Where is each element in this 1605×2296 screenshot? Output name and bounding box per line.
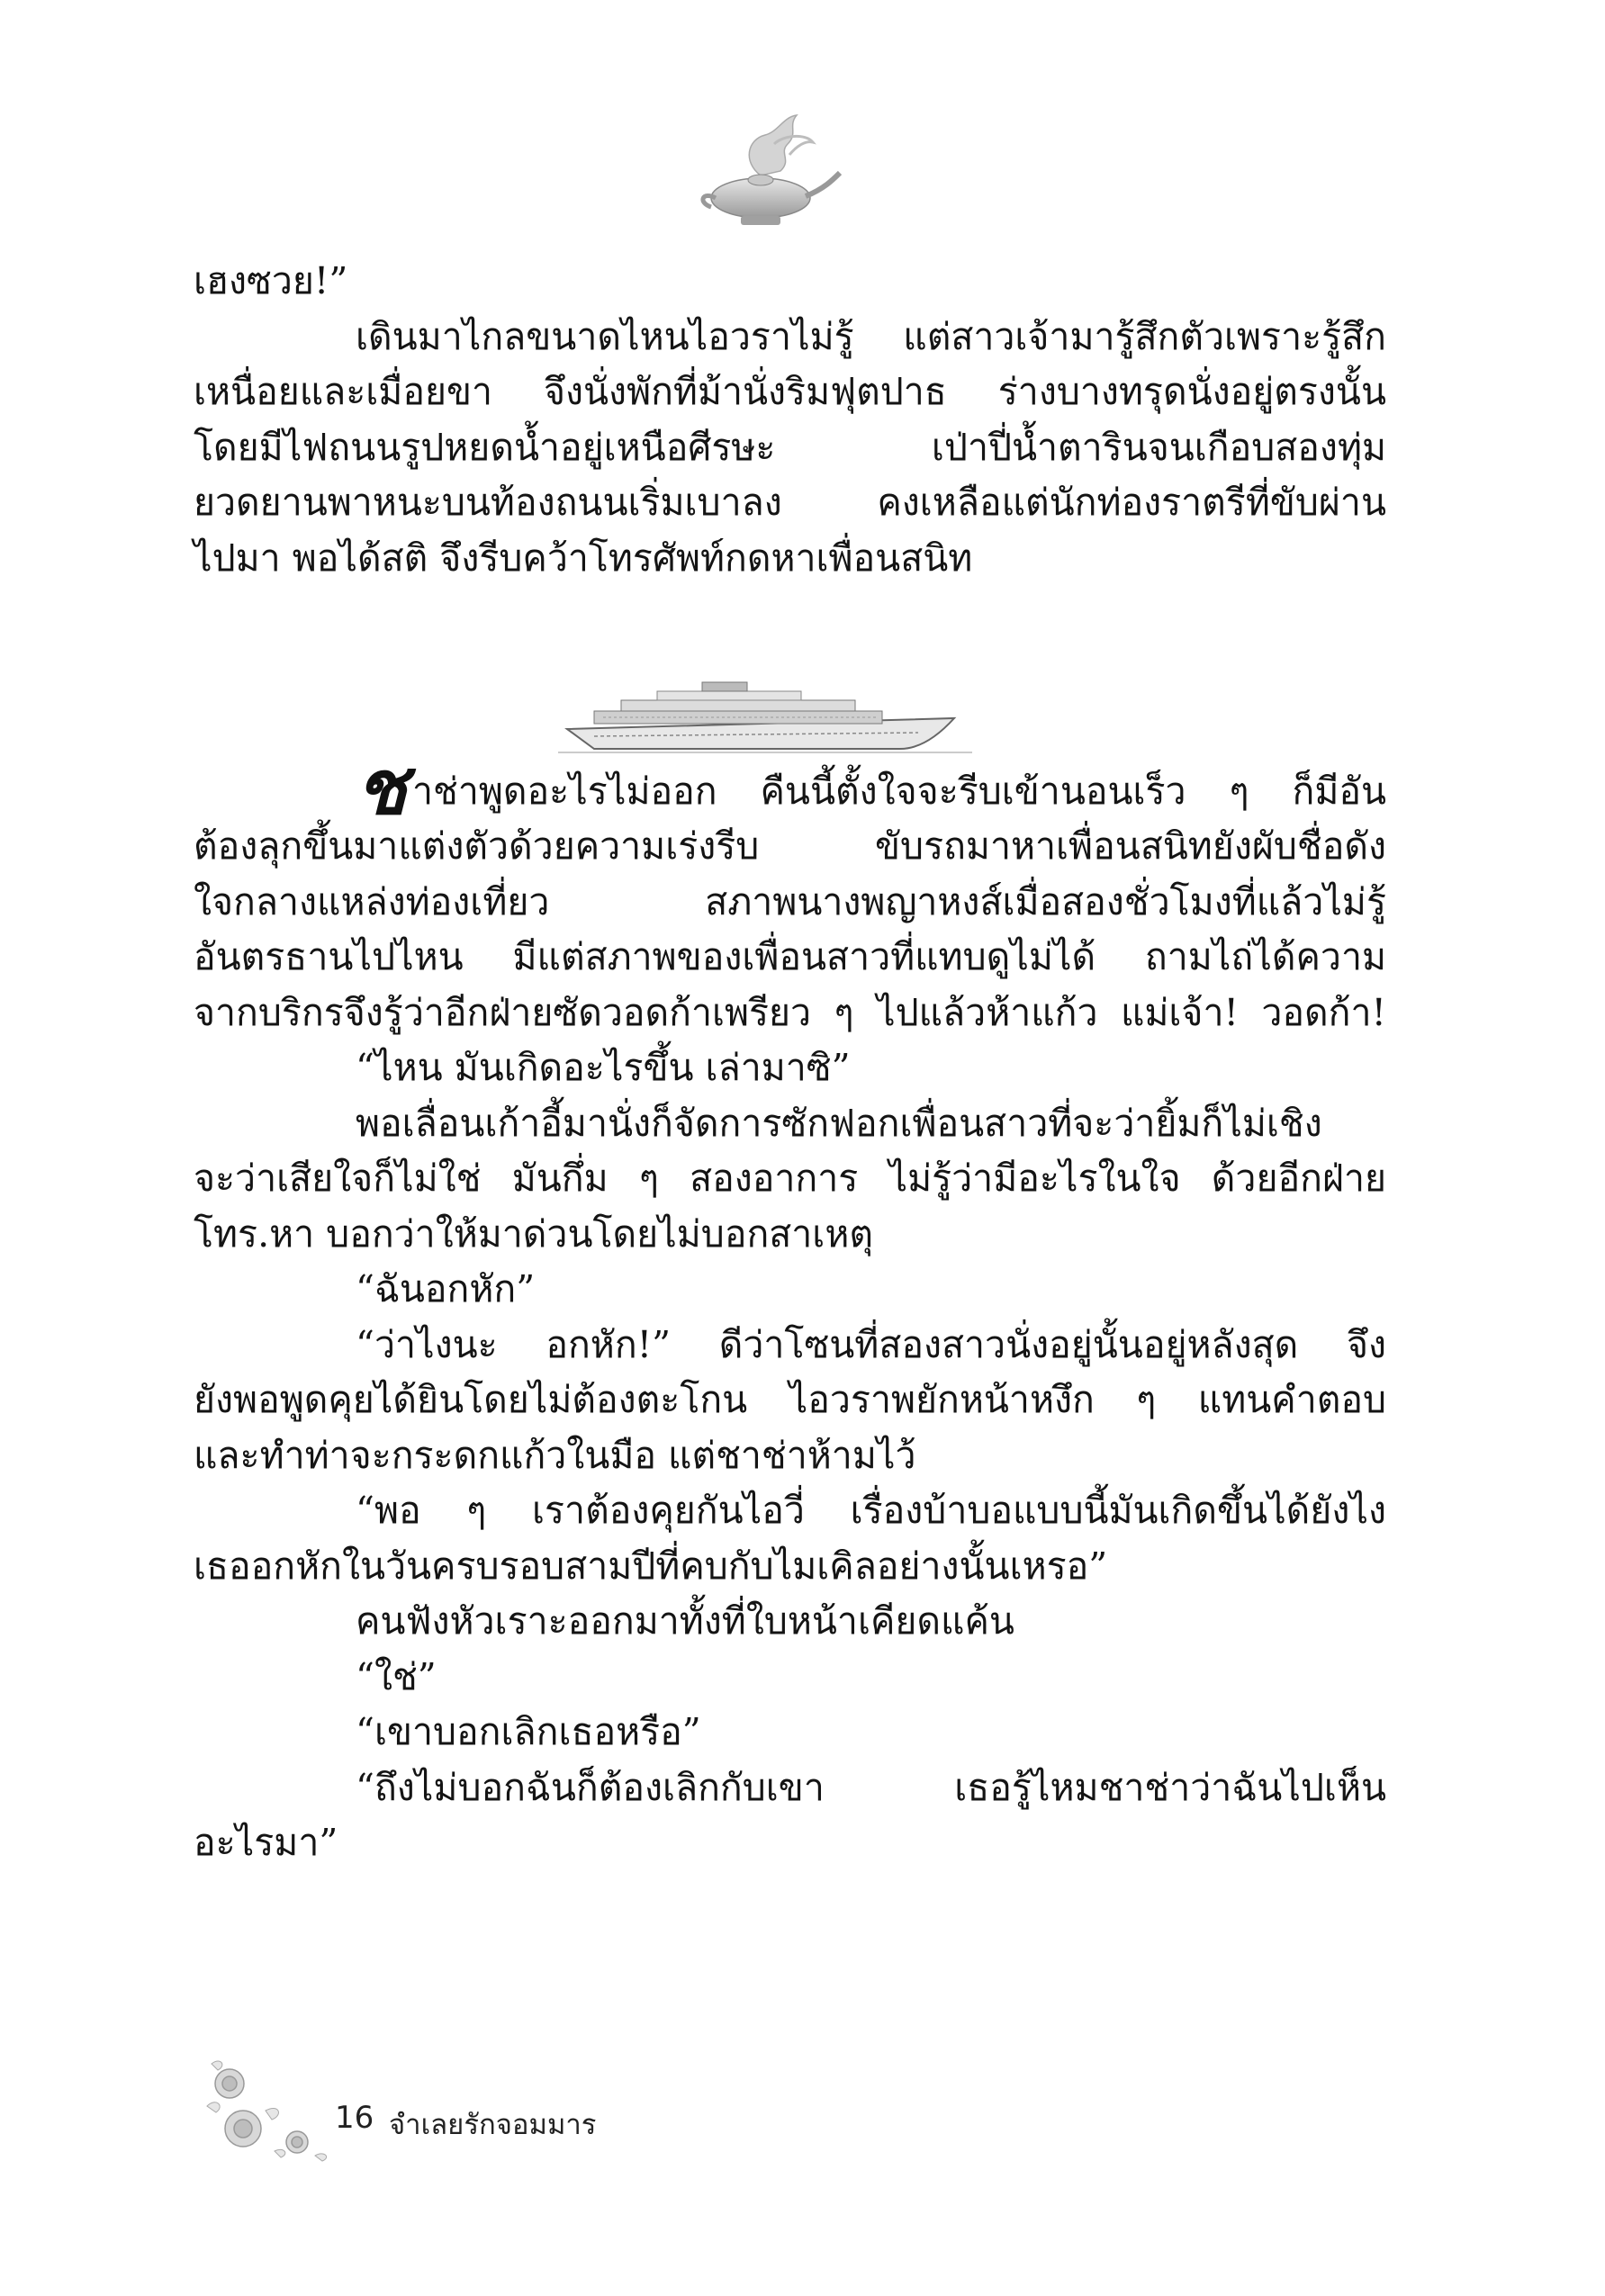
text-block-2 [194,743,1386,1871]
paragraph-line: โดยมีไฟถนนรูปหยดน้ำอยู่เหนือศีรษะ เป่าปี่น้ำตารินจนเกือบสองทุ่ม [194,425,1386,469]
paragraph-line: ยังพอพูดคุยได้ยินโดยไม่ต้องตะโกน ไอวราพยักหน้าหงึก ๆ แทนคำตอบ [194,1378,1386,1421]
first-paragraph-line [194,743,1386,832]
paragraph-line: อะไรมา” [194,1821,338,1864]
paragraph-line: เดินมาไกลขนาดไหนไอวราไม่รู้ แต่สาวเจ้ามารู้สึกตัวเพราะรู้สึก [356,314,1386,358]
paragraph-line: เธออกหักในวันครบรอบสามปีที่คบกับไมเคิลอย่างนั้นเหรอ” [194,1544,1108,1588]
text-block-1 [194,254,1386,586]
paragraph-line: ยวดยานพาหนะบนท้องถนนเริ่มเบาลง คงเหลือแต่นักท่องราตรีที่ขับผ่าน [194,481,1386,524]
paragraph-line: “ว่าไงนะ อกหัก!” ดีว่าโซนที่สองสาวนั่งอยู่นั้นอยู่หลังสุด จึง [356,1322,1386,1366]
paragraph-line: เฮงซวย!” [194,259,348,302]
paragraph-line: “ไหน มันเกิดอะไรขึ้น เล่ามาซิ” [356,1046,851,1089]
paragraph-line: ไปมา พอได้สติ จึงรีบคว้าโทรศัพท์กดหาเพื่อนสนิท [194,536,973,580]
drop-cap: ช [356,743,408,832]
paragraph-line: “ฉันอกหัก” [356,1267,536,1310]
roses-icon [189,2057,351,2165]
paragraph-line: โทร.หา บอกว่าให้มาด่วนโดยไม่บอกสาเหตุ [194,1211,873,1256]
paragraph-line: อันตรธานไปไหน มีแต่สภาพของเพื่อนสาวที่แทบดูไม่ได้ ถามไถ่ได้ความ [194,935,1386,978]
paragraph-line: าช่าพูดอะไรไม่ออก คืนนี้ตั้งใจจะรีบเข้านอนเร็ว ๆ ก็มีอัน [412,769,1386,813]
page-footer [189,2057,729,2165]
magic-lamp-icon [698,108,842,234]
running-title: จำเลยรักจอมมาร [389,2109,597,2141]
paragraph-line: “เขาบอกเลิกเธอหรือ” [356,1710,701,1753]
paragraph-line: จากบริกรจึงรู้ว่าอีกฝ่ายซัดวอดก้าเพรียว ๆ ไปแล้วห้าแก้ว แม่เจ้า! วอดก้า! [194,990,1386,1034]
cruise-ship-icon [558,666,972,756]
paragraph-line: ต้องลุกขึ้นมาแต่งตัวด้วยความเร่งรีบ ขับรถมาหาเพื่อนสนิทยังผับชื่อดัง [194,824,1386,868]
paragraph-line: คนฟังหัวเราะออกมาทั้งที่ใบหน้าเคียดแค้น [356,1599,1014,1643]
paragraph-line: เหนื่อยและเมื่อยขา จึงนั่งพักที่ม้านั่งริมฟุตปาธ ร่างบางทรุดนั่งอยู่ตรงนั้น [194,370,1386,413]
paragraph-line: ใจกลางแหล่งท่องเที่ยว สภาพนางพญาหงส์เมื่อสองชั่วโมงที่แล้วไม่รู้ [194,879,1386,923]
paragraph-line: พอเลื่อนเก้าอี้มานั่งก็จัดการซักฟอกเพื่อนสาวที่จะว่ายิ้มก็ไม่เชิง [356,1101,1322,1145]
page-number: 16 [335,2100,374,2136]
paragraph-line: “ถึงไม่บอกฉันก็ต้องเลิกกับเขา เธอรู้ไหมชาช่าว่าฉันไปเห็น [356,1765,1386,1809]
paragraph-line: “ใช่” [356,1654,437,1698]
paragraph-line: และทำท่าจะกระดกแก้วในมือ แต่ชาช่าห้ามไว้ [194,1433,916,1477]
paragraph-line: “พอ ๆ เราต้องคุยกันไอวี่ เรื่องบ้าบอแบบนี้มันเกิดขึ้นได้ยังไง [356,1489,1386,1532]
paragraph-line: จะว่าเสียใจก็ไม่ใช่ มันกึ่ม ๆ สองอาการ ไม่รู้ว่ามีอะไรในใจ ด้วยอีกฝ่าย [194,1157,1386,1200]
